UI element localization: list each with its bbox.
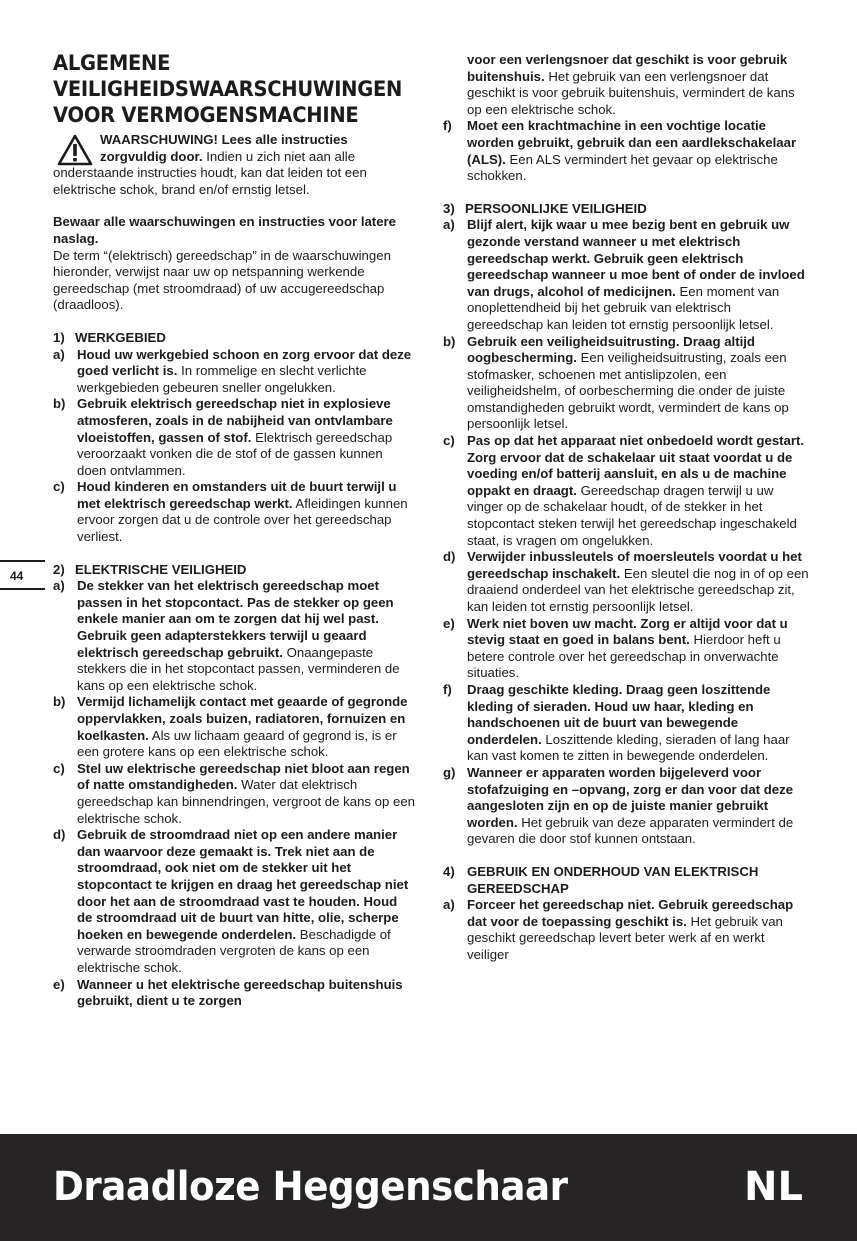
list-item: a) Houd uw werkgebied schoon en zorg ervoor dat deze goed verlicht is. In rommelige en slecht verlichte werkgebieden gebeuren sneller ongelukken. <box>53 346 412 395</box>
warning-triangle-icon <box>57 134 93 166</box>
keep-instructions: Bewaar alle waarschuwingen en instructies voor latere naslag. De term “(elektrisch) gereedschap” in de waarschuwingen hieronder, verwijst naar uw op netspanning werkende gereedschap (met stroomdraad) of uw accugereedschap (draadloos). <box>53 214 397 313</box>
list-item: d) Verwijder inbussleutels of moersleutels voordat u het gereedschap inschakelt. Een sleutel die nog in of op een draaiend onderdeel van het elektrische gereedschap zit, kan leiden tot ernstig persoonlijk letsel. <box>443 549 809 614</box>
list-item: b) Gebruik een veiligheidsuitrusting. Draag altijd oogbescherming. Een veiligheidsuitrusting, zoals een stofmasker, schoenen met antislipzolen, een veiligheidshelm, of oorbescherming die onder de juiste omstandigheden gebruikt wordt, vermindert de kans op persoonlijk letsel. <box>443 333 789 432</box>
footer-banner <box>0 1134 857 1241</box>
section-title-elektrische-veiligheid: 2) ELEKTRISCHE VEILIGHEID <box>53 561 247 577</box>
list-item: a) De stekker van het elektrisch gereedschap moet passen in het stopcontact. Pas de stekker op geen enkele manier aan om te zorgen dat hij wel past. Gebruik geen adapterstekkers terwijl u geaard elektrisch gereedschap gebruikt. Onaangepaste stekkers die in het stopcontact passen, verminderen de kans op een elektrische schok. <box>53 578 400 693</box>
warning-text: Indien u zich niet aan alle <box>202 148 356 164</box>
list-item: e) Werk niet boven uw macht. Zorg er altijd voor dat u stevig staat en goed in balans bent. Hierdoor heft u betere controle over het gereedschap in onverwachte situaties. <box>443 615 788 681</box>
section-title-werkgebied: 1) WERKGEBIED <box>53 329 166 345</box>
list-item: f) Moet een krachtmachine in een vochtige locatie worden gebruikt, gebruik dan een aardlekschakelaar (ALS). Een ALS vermindert het gevaar op elektrische schokken. <box>443 118 797 184</box>
left-column <box>53 50 415 1010</box>
list-item: e) Wanneer u het elektrische gereedschap buitenshuis gebruikt, dient u te zorgen <box>53 976 403 1009</box>
list-item: b) Vermijd lichamelijk contact met geaarde of gegronde oppervlakken, zoals buizen, radiatoren, fornuizen en koelkasten. Als uw lichaam geaard of gegrond is, is er een grotere kans op een elektrische schok. <box>53 694 408 760</box>
warning-block: WAARSCHUWING! Lees alle instructies zorgvuldig door. Indien u zich niet aan alle onderstaande instructies houdt, kan dat leiden tot een elektrische schok, brand en/of ernstig letsel. <box>53 132 367 197</box>
right-column <box>443 52 809 963</box>
list-item: b) Gebruik elektrisch gereedschap niet in explosieve atmosferen, zoals in de nabijheid van ontvlambare vloeistoffen, gassen of stof. Elektrisch gereedschap veroorzaakt vonken die de stof of de gassen kunnen doen ontvlammen. <box>53 396 393 478</box>
list-item: f) Draag geschikte kleding. Draag geen loszittende kleding of sieraden. Houd uw haar, kleding en handschoenen uit de buurt van bewegende onderdelen. Loszittende kleding, sieraden of lang haar kan vast komen te zitten in bewegende onderdelen. <box>443 681 790 764</box>
footer-product-title: Draadloze Heggenschaar <box>53 1164 568 1210</box>
list-item: c) Pas op dat het apparaat niet onbedoeld wordt gestart. Zorg ervoor dat de schakelaar uit staat voordat u de voeding en/of batterij aansluit, en als u de machine oppakt en draagt. Gereedschap dragen terwijl u uw vinger op de schakelaar houdt, of de stekker in het stopcontact steken terwijl het gereedschap ingeschakeld staat, is vragen om ongelukken. <box>443 433 805 548</box>
list-item: d) Gebruik de stroomdraad niet op een andere manier dan waarvoor deze gemaakt is. Trek niet aan de stroomdraad, ook niet om de stekker uit het stopcontact te krijgen en draag het gereedschap niet door het aan de stroomdraad vast te houden. Houd de stroomdraad uit de buurt van hitte, olie, scherpe hoeken en bewegende onderdelen. Beschadigde of verwarde stroomdraden vergroten de kans op een elektrische schok. <box>53 827 409 975</box>
section-title-persoonlijke-veiligheid: 3) PERSOONLIJKE VEILIGHEID <box>443 200 647 216</box>
list-item: c) Houd kinderen en omstanders uit de buurt terwijl u met elektrisch gereedschap werkt. Afleidingen kunnen ervoor zorgen dat u de controle over het gereedschap verliest. <box>53 479 408 545</box>
list-item: a) Blijf alert, kijk waar u mee bezig bent en gebruik uw gezonde verstand wanneer u met elektrisch gereedschap werkt. Gebruik geen elektrisch gereedschap wanneer u moe bent of onder de invloed van drugs, alcohol of medicijnen. Een moment van onoplettendheid bij het gebruik van elektrisch gereedschap kan leiden tot ernstig persoonlijk letsel. <box>443 217 805 332</box>
list-item-continued: voor een verlengsnoer dat geschikt is voor gebruik buitenshuis. Het gebruik van een verlengsnoer dat geschikt is voor gebruik buitenshuis, vermindert de kans op een elektrische schok. <box>467 52 795 117</box>
page-title: ALGEMENE VEILIGHEIDSWAARSCHUWINGEN VOOR VERMOGENSMACHINE <box>53 51 403 127</box>
list-item: a) Forceer het gereedschap niet. Gebruik gereedschap dat voor de toepassing geschikt is. Het gebruik van geschikt gereedschap levert beter werk af en werkt veiliger <box>443 897 794 962</box>
page-number: 44 <box>0 560 45 590</box>
footer-language-code: NL <box>744 1164 803 1210</box>
list-item: c) Stel uw elektrische gereedschap niet bloot aan regen of natte omstandigheden. Water dat elektrisch gereedschap kan binnendringen, vergroot de kans op een elektrische schok. <box>53 760 415 826</box>
section-title-gebruik-onderhoud: 4) GEBRUIK EN ONDERHOUD VAN ELEKTRISCH GEREEDSCHAP <box>443 863 759 896</box>
list-item: g) Wanneer er apparaten worden bijgeleverd voor stofafzuiging en –opvang, zorg er dan voor dat deze aangesloten zijn en op de juiste manier gebruikt worden. Het gebruik van deze apparaten vermindert de gevaren die door stof kunnen ontstaan. <box>443 764 794 847</box>
